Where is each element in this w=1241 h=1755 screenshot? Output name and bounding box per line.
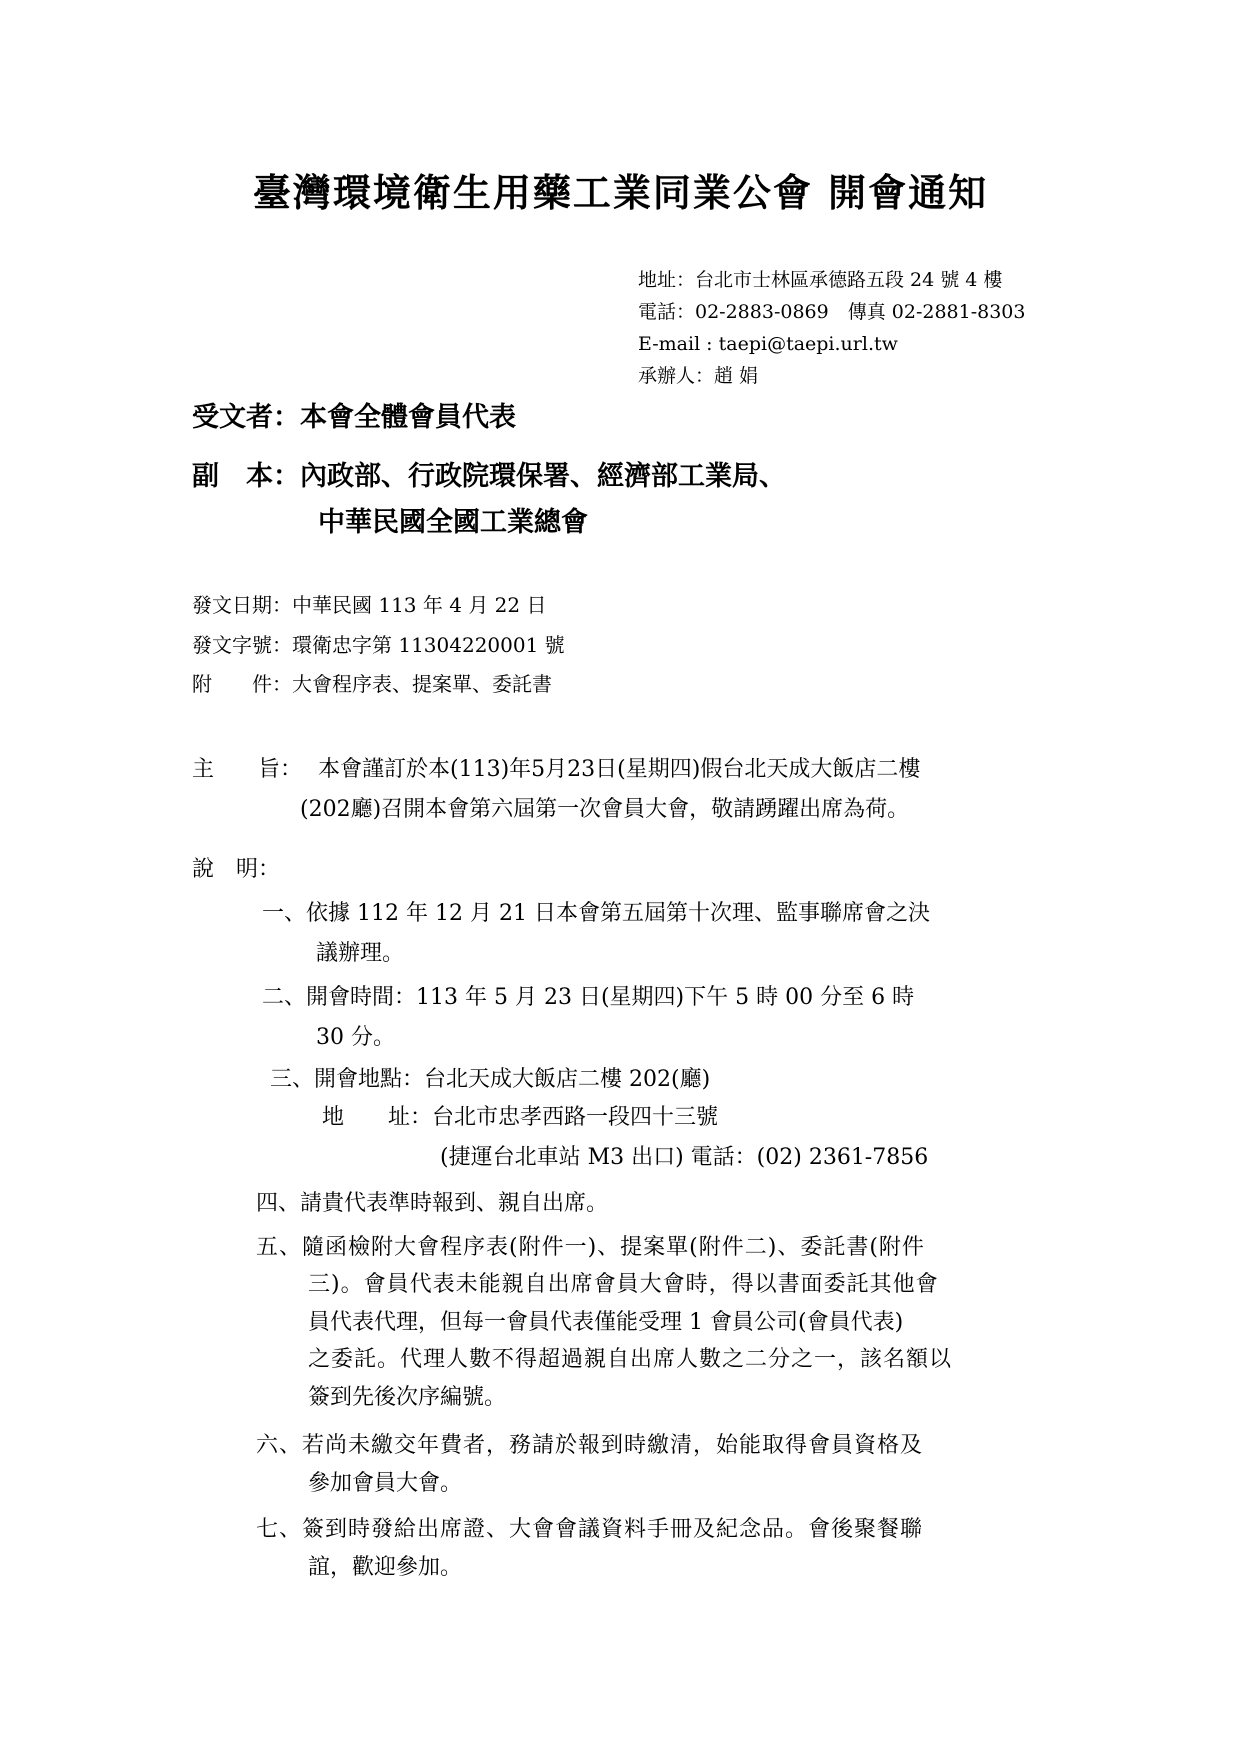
issue-number: 發文字號：環衛忠字第 11304220001 號 — [192, 633, 565, 657]
list-item: 員代表代理，但每一會員代表僅能受理 1 會員公司(會員代表) — [308, 1310, 904, 1335]
subject-line-2: (202廳)召開本會第六屆第一次會員大會，敬請踴躍出席為荷。 — [300, 797, 910, 822]
recipient-line: 受文者：本會全體會員代表 — [192, 402, 516, 433]
explanation-label: 說 明： — [192, 857, 281, 882]
list-item: 五、隨函檢附大會程序表(附件一)、提案單(附件二)、委託書(附件 — [256, 1235, 925, 1260]
list-item: 誼，歡迎參加。 — [308, 1555, 463, 1580]
subject-line-1: 本會謹訂於本(113)年5月23日(星期四)假台北天成大飯店二樓 — [318, 757, 921, 782]
contact-email: E-mail : taepi@taepi.url.tw — [638, 333, 898, 355]
contact-handler: 承辦人：趙 娟 — [638, 365, 759, 387]
list-item: 六、若尚未繳交年費者，務請於報到時繳清，始能取得會員資格及 — [256, 1433, 924, 1458]
list-item: 30 分。 — [316, 1025, 395, 1050]
list-item: 之委託。代理人數不得超過親自出席人數之二分之一，該名額以 — [308, 1347, 953, 1372]
subject-label: 主 旨： — [192, 757, 303, 782]
copy-line-2: 中華民國全國工業總會 — [318, 507, 588, 538]
list-item: 四、請貴代表準時報到、親自出席。 — [256, 1191, 609, 1216]
list-item: 三)。會員代表未能親自出席會員大會時，得以書面委託其他會 — [308, 1272, 939, 1297]
list-item: 參加會員大會。 — [308, 1471, 463, 1496]
list-item: 三、開會地點：台北天成大飯店二樓 202(廳) — [270, 1067, 711, 1092]
copy-line-1: 副 本：內政部、行政院環保署、經濟部工業局、 — [192, 461, 786, 492]
list-item: 二、開會時間：113 年 5 月 23 日(星期四)下午 5 時 00 分至 6 時 — [262, 985, 915, 1010]
issue-date: 發文日期：中華民國 113 年 4 月 22 日 — [192, 593, 547, 617]
list-item: 議辦理。 — [316, 941, 405, 966]
list-item: (捷運台北車站 M3 出口) 電話：(02) 2361-7856 — [440, 1145, 929, 1170]
document-title: 臺灣環境衛生用藥工業同業公會 開會通知 — [252, 170, 989, 215]
list-item: 一、依據 112 年 12 月 21 日本會第五屆第十次理、監事聯席會之決 — [262, 901, 930, 926]
contact-phone: 電話：02-2883-0869 傳真 02-2881-8303 — [638, 301, 1026, 323]
list-item: 簽到先後次序編號。 — [308, 1385, 507, 1410]
attachments: 附 件：大會程序表、提案單、委託書 — [192, 672, 552, 696]
contact-address: 地址：台北市士林區承德路五段 24 號 4 樓 — [638, 269, 1003, 291]
list-item: 地 址：台北市忠孝西路一段四十三號 — [322, 1105, 719, 1130]
list-item: 七、簽到時發給出席證、大會會議資料手冊及紀念品。會後聚餐聯 — [256, 1517, 924, 1542]
